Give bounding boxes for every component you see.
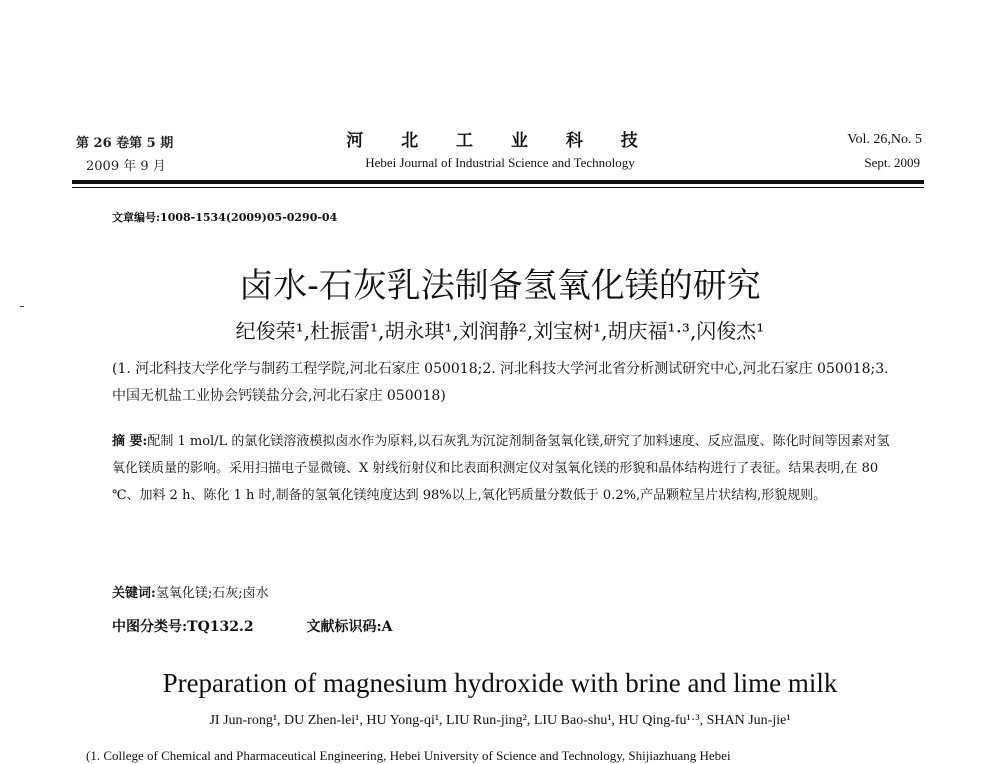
affiliation-cn: (1. 河北科技大学化学与制药工程学院,河北石家庄 050018;2. 河北科技大学河北省分析测试研究中心,河北石家庄 050018;3. 中国无机盐工业协会钙镁盐分会,河北石家庄 050018) <box>112 361 889 404</box>
keywords-cn <box>112 582 269 601</box>
volume-issue-cn: 第 26 卷第 5 期 <box>76 136 174 151</box>
document-code: 文献标识码:A <box>306 619 393 635</box>
paper-title-en: Preparation of magnesium hydroxide with brine and lime milk <box>162 668 838 698</box>
date-en: Sept. 2009 <box>864 155 920 170</box>
authors-en: JI Jun-rong¹, DU Zhen-lei¹, HU Yong-qi¹, LIU Run-jing², LIU Bao-shu¹, HU Qing-fu¹·³, SHAN Jun-jie¹ <box>209 713 791 728</box>
authors-cn: 纪俊荣¹,杜振雷¹,胡永琪¹,刘润静²,刘宝树¹,胡庆福¹·³,闪俊杰¹ <box>235 319 765 343</box>
classification-line <box>112 616 441 636</box>
header-rule-thick <box>72 180 924 184</box>
journal-title-cn: 河 北 工 业 科 技 <box>346 131 654 151</box>
clc-number: 中图分类号:TQ132.2 <box>112 619 254 635</box>
abstract-label: 摘 要: <box>112 434 148 449</box>
abstract-cn <box>112 428 892 509</box>
journal-title-en: Hebei Journal of Industrial Science and Technology <box>365 155 635 170</box>
article-number: 文章编号:1008-1534(2009)05-0290-04 <box>112 211 338 224</box>
affiliation-en: (1. College of Chemical and Pharmaceutical Engineering, Hebei University of Science and Technology, Shijiazhuang Hebei <box>86 748 731 763</box>
keywords-text: 氢氧化镁;石灰;卤水 <box>155 586 269 601</box>
keywords-label: 关键词: <box>112 586 156 601</box>
abstract-text: 配制 1 mol/L 的氯化镁溶液模拟卤水作为原料,以石灰乳为沉淀剂制备氢氧化镁,研究了加料速度、反应温度、陈化时间等因素对氢氧化镁质量的影响。采用扫描电子显微镜、X 射线衍射仪和比表面积测定仪对氢氧化镁的形貌和晶体结构进行了表征。结果表明,在 80 ℃、加料 2 h、陈化 1 h 时,制备的氢氧化镁纯度达到 98%以上,氧化钙质量分数低于 0.2%,产品颗粒呈片状结构,形貌规则。 <box>112 434 890 503</box>
date-cn: 2009 年 9 月 <box>86 159 166 174</box>
header-rule-thin <box>72 187 924 188</box>
volume-issue-en: Vol. 26,No. 5 <box>847 132 922 147</box>
paper-title-cn: 卤水-石灰乳法制备氢氧化镁的研究 <box>239 266 761 306</box>
